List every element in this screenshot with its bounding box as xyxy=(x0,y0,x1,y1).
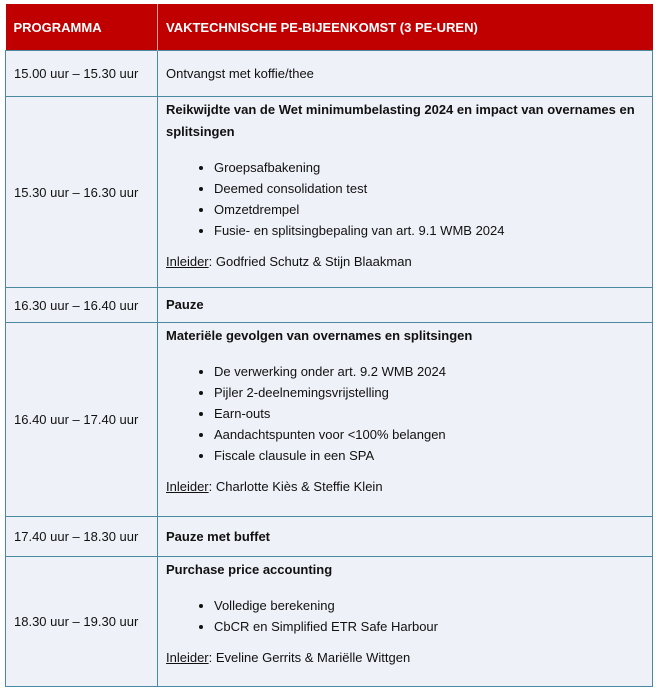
table-row xyxy=(6,323,653,517)
session-title: Pauze xyxy=(158,288,653,323)
time-cell: 16.40 uur – 17.40 uur xyxy=(6,323,158,517)
session-title: Materiële gevolgen van overnames en splitsingen xyxy=(166,328,473,343)
speaker-line xyxy=(166,251,644,273)
session-title: Reikwijdte van de Wet minimumbelasting 2024 en impact van overnames en splitsingen xyxy=(166,102,635,139)
table-row xyxy=(6,97,653,288)
speaker-names: : Charlotte Kiès & Steffie Klein xyxy=(208,479,383,494)
speaker-label: Inleider xyxy=(166,650,209,665)
list-item: • Earn-outs xyxy=(214,403,644,424)
topic-list xyxy=(166,157,644,241)
list-item: • CbCR en Simplified ETR Safe Harbour xyxy=(214,616,644,637)
session-title: Ontvangst met koffie/thee xyxy=(158,51,653,97)
topic-list xyxy=(166,361,644,466)
topic-list xyxy=(166,595,644,637)
header-programma: PROGRAMMA xyxy=(6,4,158,51)
time-cell: 15.00 uur – 15.30 uur xyxy=(6,51,158,97)
table-header xyxy=(6,4,653,51)
list-item: • Groepsafbakening xyxy=(214,157,644,178)
list-item: • De verwerking onder art. 9.2 WMB 2024 xyxy=(214,361,644,382)
header-session: VAKTECHNISCHE PE-BIJEENKOMST (3 PE-UREN) xyxy=(158,4,653,51)
list-item: • Aandachtspunten voor <100% belangen xyxy=(214,424,644,445)
time-cell: 17.40 uur – 18.30 uur xyxy=(6,517,158,557)
list-item: • Fusie- en splitsingbepaling van art. 9.1 WMB 2024 xyxy=(214,220,644,241)
list-item: • Fiscale clausule in een SPA xyxy=(214,445,644,466)
session-cell xyxy=(158,323,653,517)
table-row xyxy=(6,517,653,557)
list-item: • Omzetdrempel xyxy=(214,199,644,220)
session-cell xyxy=(158,97,653,288)
session-cell xyxy=(158,557,653,687)
table-row xyxy=(6,51,653,97)
table-row xyxy=(6,557,653,687)
program-table xyxy=(5,4,653,687)
time-cell: 16.30 uur – 16.40 uur xyxy=(6,288,158,323)
speaker-line xyxy=(166,476,644,498)
table-row xyxy=(6,288,653,323)
speaker-names: : Godfried Schutz & Stijn Blaakman xyxy=(208,254,412,269)
speaker-label: Inleider xyxy=(166,254,209,269)
list-item: • Volledige berekening xyxy=(214,595,644,616)
session-title: Purchase price accounting xyxy=(166,562,333,577)
list-item: • Pijler 2-deelnemingsvrijstelling xyxy=(214,382,644,403)
speaker-line xyxy=(166,647,644,669)
session-title: Pauze met buffet xyxy=(158,517,653,557)
list-item: • Deemed consolidation test xyxy=(214,178,644,199)
speaker-names: : Eveline Gerrits & Mariëlle Wittgen xyxy=(208,650,411,665)
time-cell: 15.30 uur – 16.30 uur xyxy=(6,97,158,288)
time-cell: 18.30 uur – 19.30 uur xyxy=(6,557,158,687)
speaker-label: Inleider xyxy=(166,479,209,494)
